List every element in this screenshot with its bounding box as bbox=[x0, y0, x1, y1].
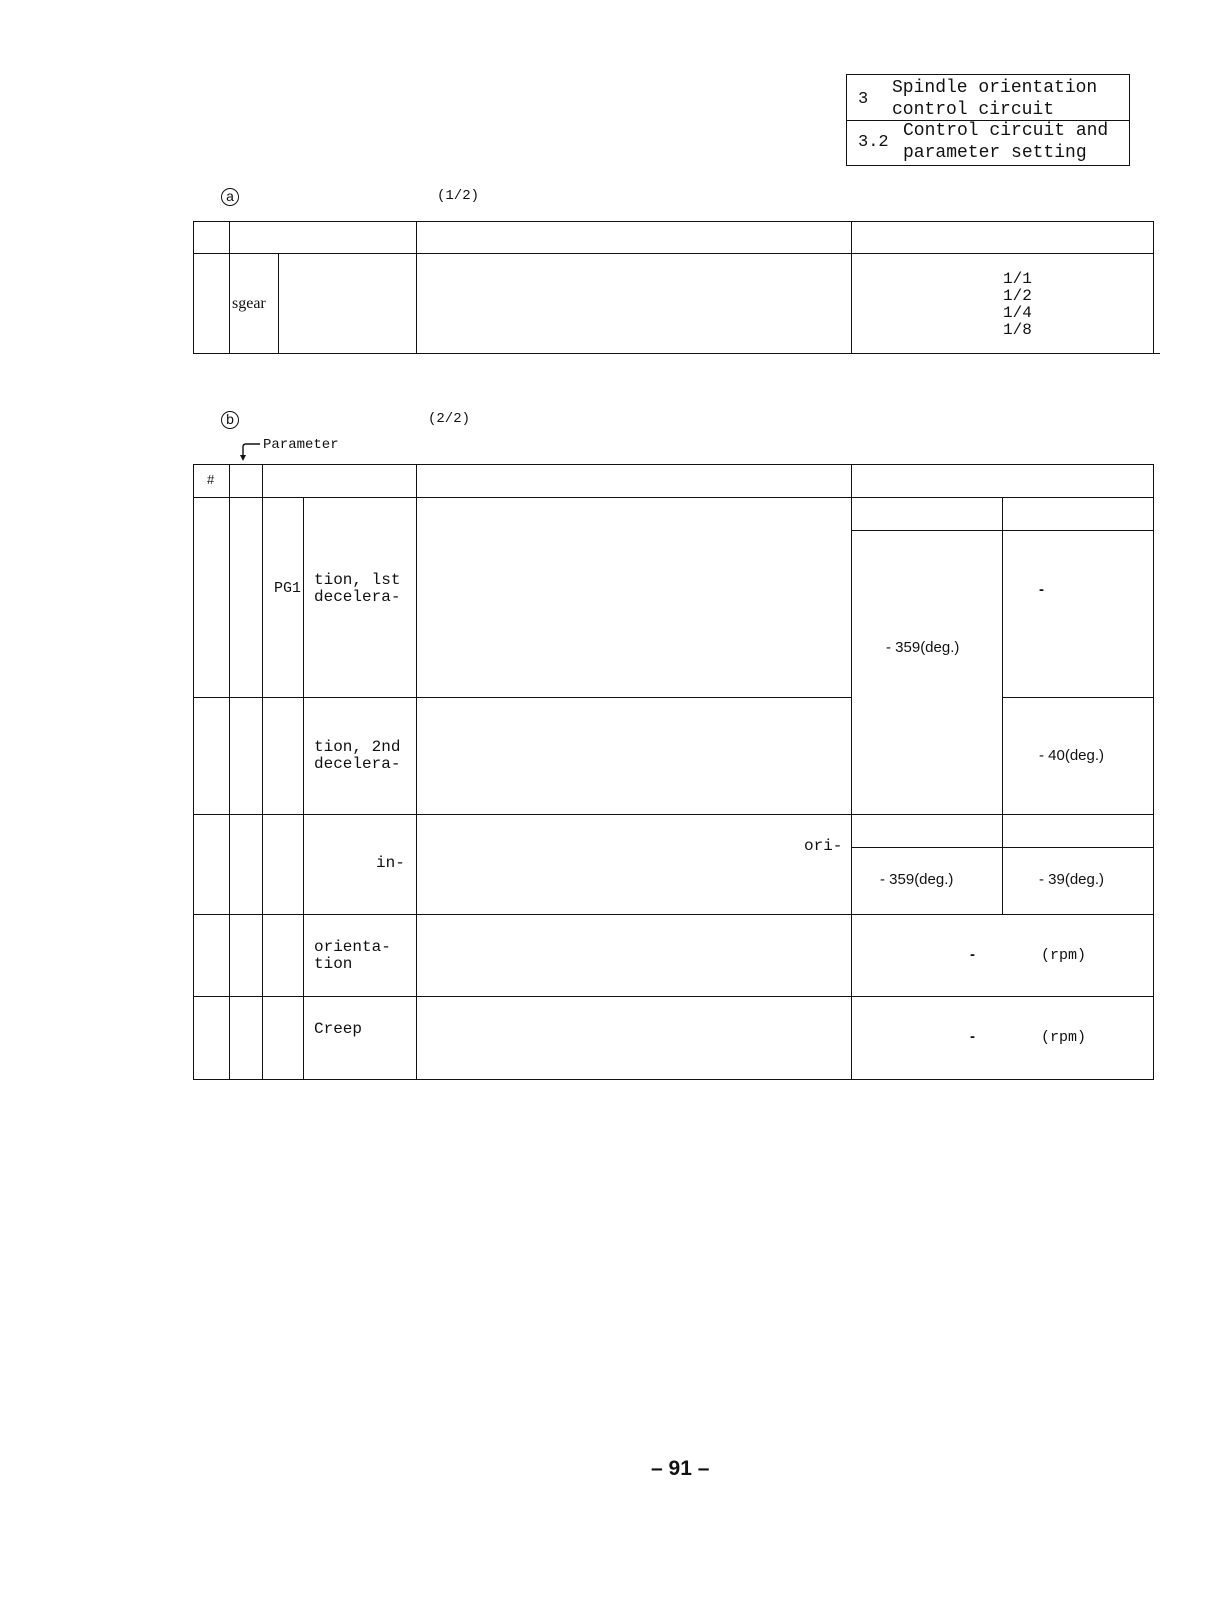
table-a-name: sgear bbox=[232, 295, 266, 312]
row3-text: in- bbox=[376, 854, 405, 872]
row2-text-line1: tion, 2nd bbox=[314, 738, 401, 756]
section-number: 3 bbox=[858, 90, 869, 109]
marker-a-icon: a bbox=[221, 188, 239, 206]
row1-range1: - 359(deg.) bbox=[886, 639, 960, 656]
ratio-1: 1/1 bbox=[1003, 270, 1032, 288]
row4-unit: (rpm) bbox=[1041, 947, 1087, 964]
row5-unit: (rpm) bbox=[1041, 1029, 1087, 1046]
row5-dash: - bbox=[970, 1028, 975, 1045]
parameter-label: Parameter bbox=[263, 437, 339, 453]
row2-text-line2: decelera- bbox=[314, 755, 401, 773]
row1-text-line2: decelera- bbox=[314, 588, 401, 606]
row5-text: Creep bbox=[314, 1020, 363, 1038]
row3-desc: ori- bbox=[804, 837, 843, 855]
page-number: – 91 – bbox=[651, 1457, 710, 1480]
subsection-number: 3.2 bbox=[858, 133, 889, 152]
table-a-part: (1/2) bbox=[437, 188, 480, 204]
row1-range2: - bbox=[1039, 581, 1044, 598]
ratio-4: 1/8 bbox=[1003, 321, 1032, 339]
parameter-arrow-icon bbox=[236, 440, 264, 464]
section-title-line2: control circuit bbox=[892, 100, 1055, 120]
row1-text-line1: tion, lst bbox=[314, 571, 401, 589]
row1-code: PG1 bbox=[274, 580, 302, 597]
section-title-line1: Spindle orientation bbox=[892, 78, 1098, 98]
marker-b-icon: b bbox=[221, 411, 239, 429]
row4-dash: - bbox=[970, 946, 975, 963]
header-hash: # bbox=[207, 472, 215, 487]
ratio-2: 1/2 bbox=[1003, 287, 1032, 305]
row2-range2: - 40(deg.) bbox=[1039, 747, 1105, 764]
table-b-part: (2/2) bbox=[428, 411, 471, 427]
row4-text-line1: orienta- bbox=[314, 938, 391, 956]
subsection-title-line2: parameter setting bbox=[903, 143, 1087, 163]
ratio-3: 1/4 bbox=[1003, 304, 1032, 322]
row3-range2: - 39(deg.) bbox=[1039, 871, 1105, 888]
row3-range1: - 359(deg.) bbox=[880, 871, 954, 888]
subsection-title-line1: Control circuit and bbox=[903, 121, 1109, 141]
row4-text-line2: tion bbox=[314, 955, 353, 973]
